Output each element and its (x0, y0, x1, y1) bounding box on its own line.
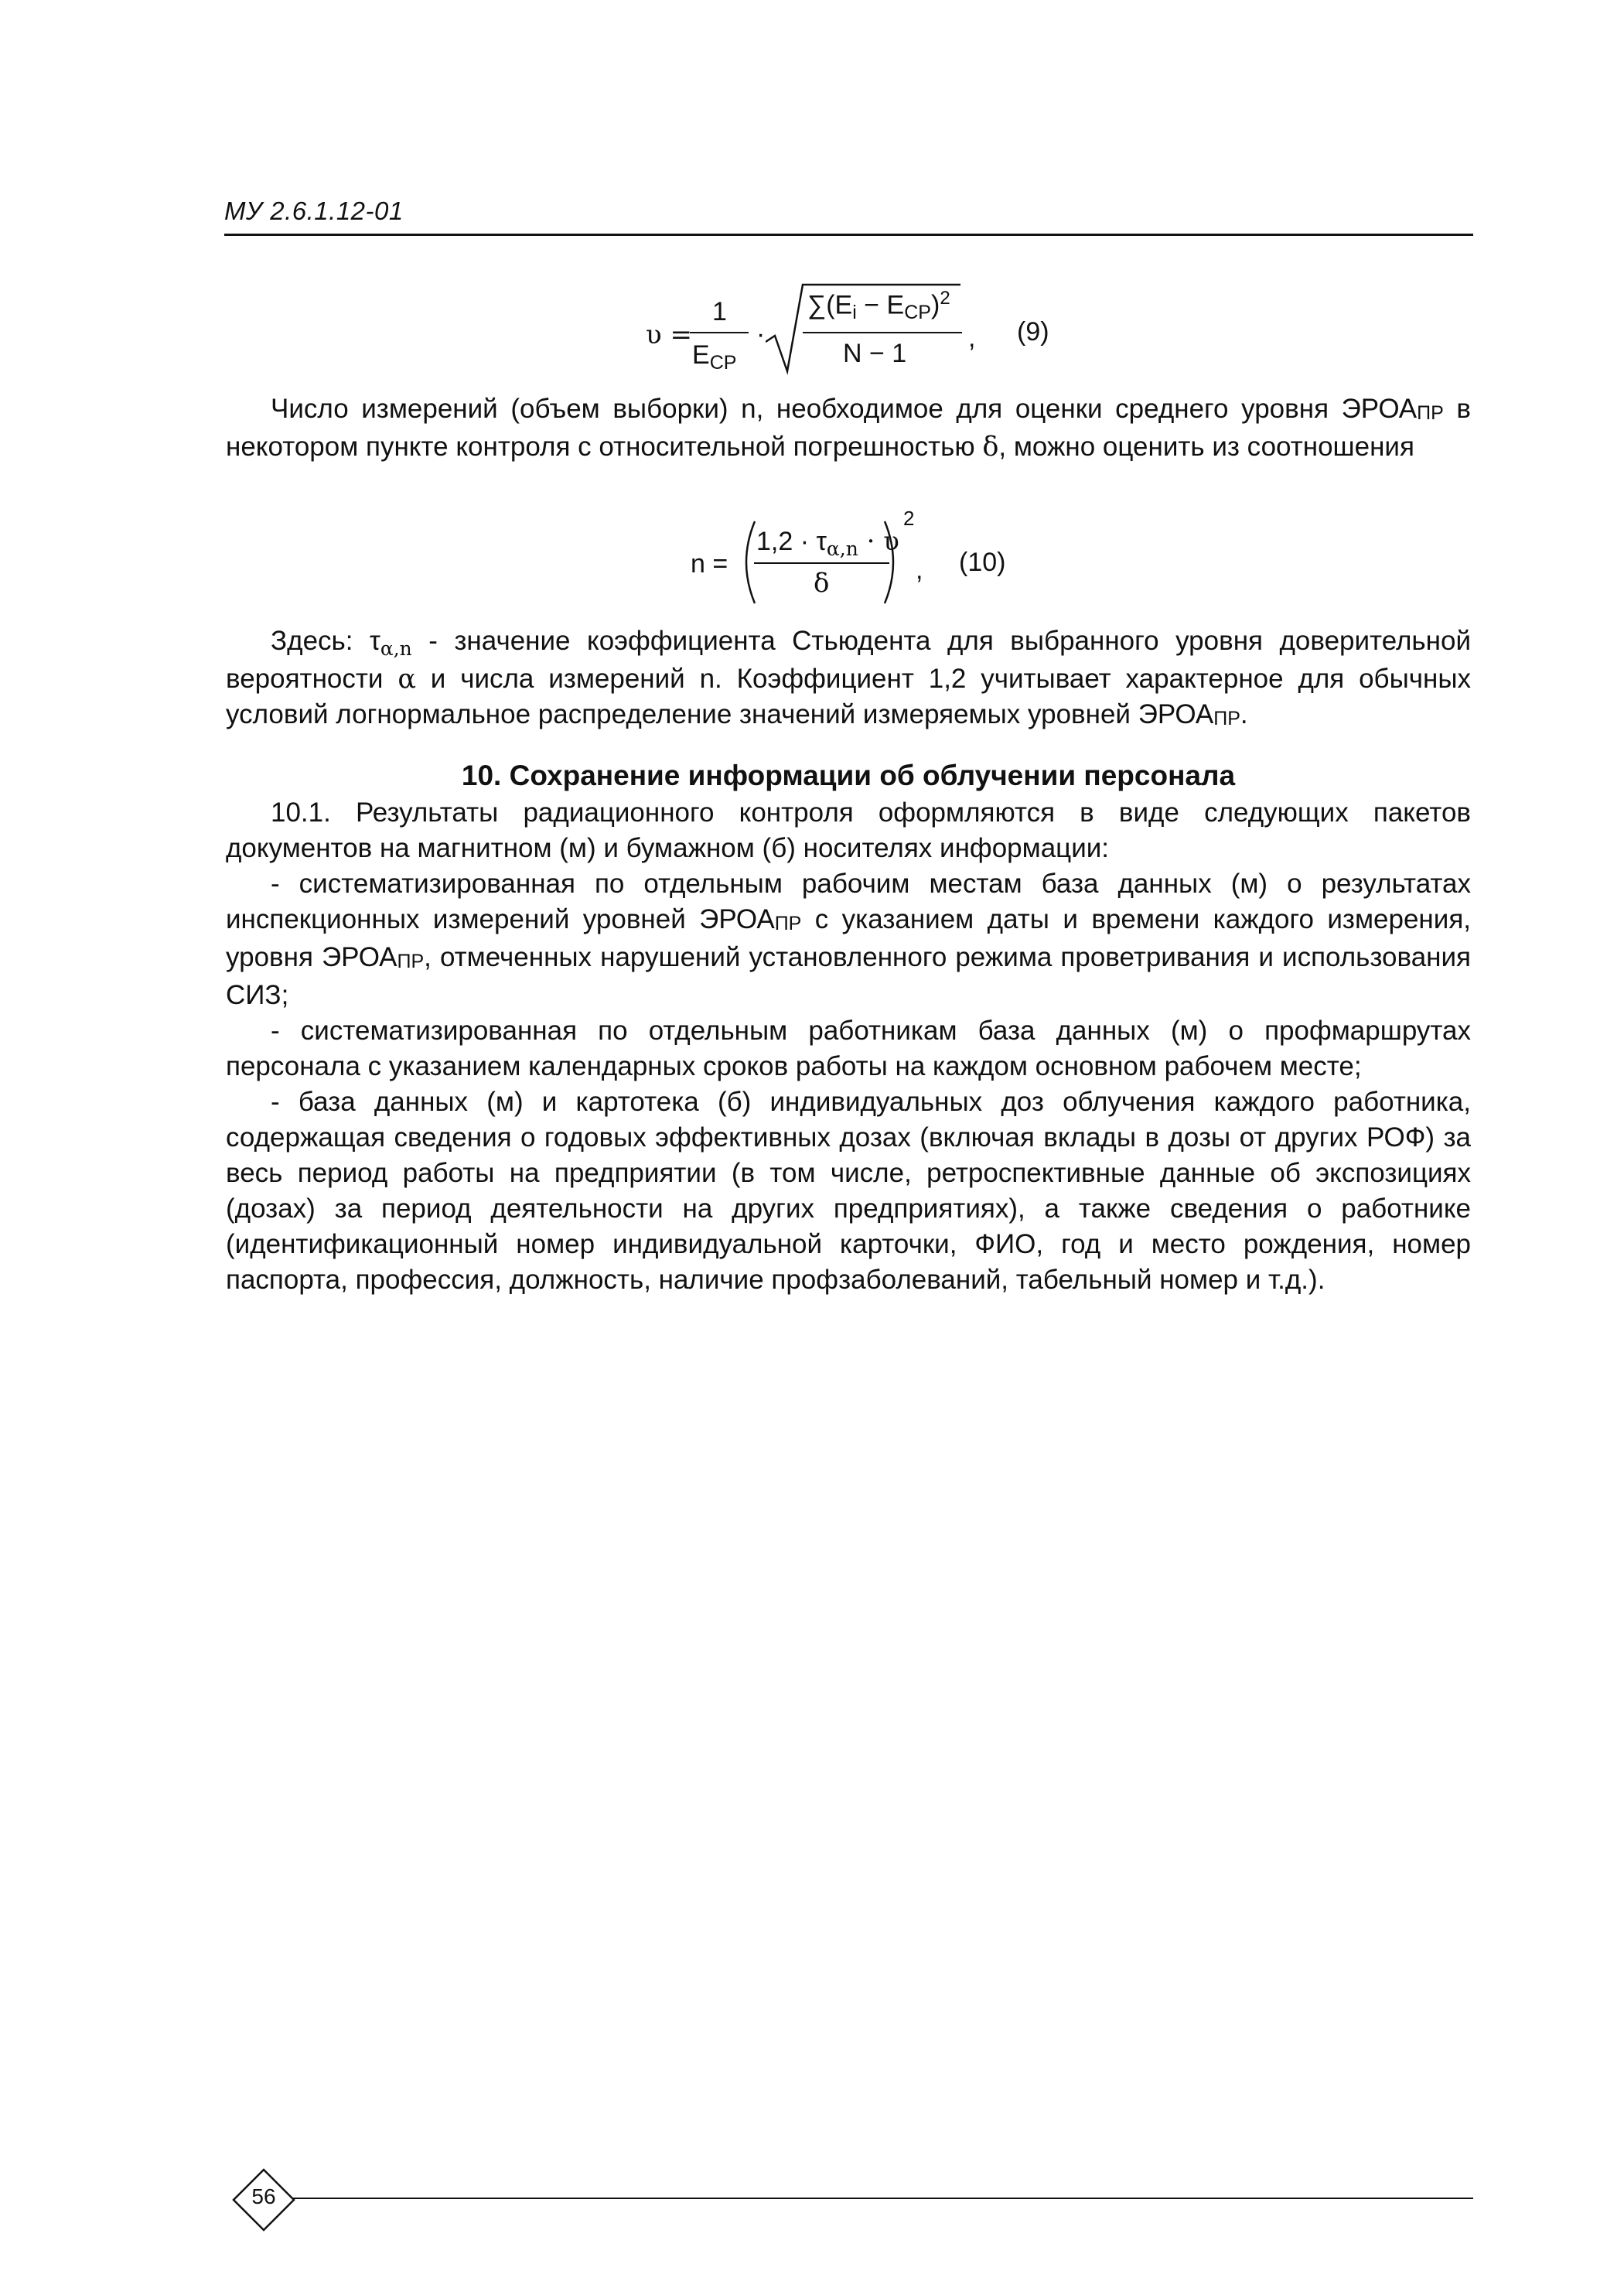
formula-9-minus-e: − E (856, 290, 905, 320)
paragraph-10-1: 10.1. Результаты радиационного контроля оформляются в виде следующих пакетов документов на магнитном (м) и бумажном (б) носителях информации: (226, 797, 1471, 863)
formula-9-comma: , (968, 323, 976, 353)
list-item-dose-db: - база данных (м) и картотека (б) индивидуальных доз облучения каждого работника, содержащая сведения о годовых эффективных дозах (включая вклады в дозы от других РОФ) за весь период работы на предприятии (в том числе, ретроспективные данные об экспозициях (дозах) за период деятельности на других предприятиях), а также сведения о работнике (идентификационный номер индивидуальной карточки, ФИО, год и место рождения, номер паспорта, профессия, должность, наличие профзаболеваний, табельный номер и т.д.). (226, 1087, 1471, 1295)
formula-9-sqrt-numerator (807, 288, 950, 324)
page-number: 56 (251, 2184, 276, 2208)
formula-9-fraction-bar (690, 332, 749, 333)
formula-9-dot: · (756, 319, 766, 349)
formula-9-denominator (692, 340, 737, 374)
document-code: МУ 2.6.1.12-01 (224, 196, 404, 225)
list-item-workplace-db: - систематизированная по отдельным рабочим местам база данных (м) о результатах инспекционных измерений уровней ЭРОАПР с указанием даты и времени каждого измерения, уровня ЭРОАПР, отмеченных нарушений установленного режима проветривания и использования СИЗ; (226, 869, 1472, 1010)
formula-10-right-paren (882, 520, 905, 605)
section-heading: 10. Сохранение информации об облучении персонала (461, 760, 1236, 791)
formula-9-sum: ∑(E (807, 290, 853, 320)
formula-9-sub-i: i (852, 302, 857, 324)
paragraph-sample-size: Число измерений (объем выборки) n, необходимое для оценки среднего уровня ЭРОАПР в некотором пункте контроля с относительной погрешностью δ, можно оценить из соотношения (226, 394, 1471, 463)
formula-10-denominator: δ (814, 568, 830, 599)
formula-9-power: 2 (940, 288, 950, 309)
formula-10-power: 2 (903, 507, 915, 530)
formula-9-paren: ) (930, 290, 940, 320)
equation-number-10: (10) (959, 548, 1006, 577)
paragraph-student-coefficient: Здесь: $\tau_{\alpha,n}$ - значение коэффициента Стьюдента для выбранного уровня доверительной вероятности α и числа измерений n. Коэффициент 1,2 учитывает характерное для обычных условий логнормальное распределение значений измеряемых уровней ЭРОАПР. (226, 626, 1471, 729)
list-item-worker-db: - систематизированная по отдельным работникам база данных (м) о профмаршрутах персонала с указанием календарных сроков работы на каждом основном рабочем месте; (226, 1016, 1471, 1081)
footer-rule (292, 2198, 1473, 2199)
equation-number-9: (9) (1017, 317, 1049, 347)
formula-10-comma: , (916, 555, 923, 585)
formula-9-sqrt-fraction-bar (803, 332, 962, 333)
formula-9-lhs: υ = (646, 319, 692, 350)
formula-9-den-sub: CP (709, 352, 737, 374)
formula-9-sqrt-denominator: N − 1 (843, 339, 907, 368)
formula-10-numerator: $1,2 \cdot \tau_{\alpha,n} \cdot \upsilon$ (756, 526, 899, 560)
formula-9-sub-cp: CP (904, 302, 931, 324)
formula-10-lhs: n = (691, 549, 728, 579)
formula-9-den-e: E (692, 340, 710, 370)
formula-10-fraction-bar (754, 562, 889, 564)
section-body (226, 795, 1471, 1298)
formula-9-numerator: 1 (712, 297, 727, 326)
header-rule (224, 234, 1473, 236)
